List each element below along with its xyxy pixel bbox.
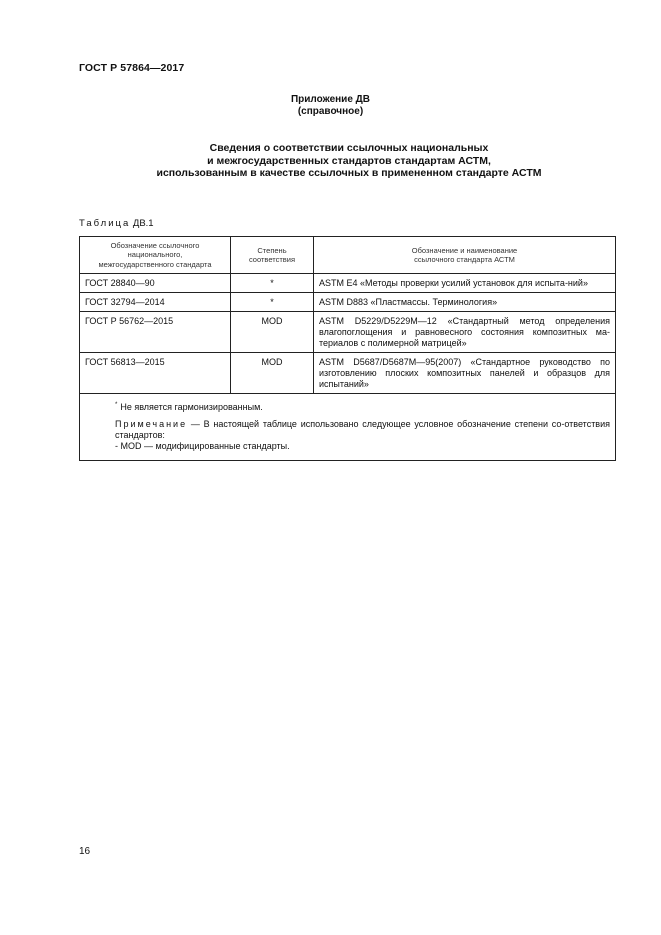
cell-standard: ГОСТ 56813—2015 [80,353,231,394]
header-line: межгосударственного стандарта [98,259,212,269]
table-notes [80,394,616,461]
header-line: национального, [127,250,183,260]
header-degree [231,237,314,274]
table-notes-row [80,394,616,461]
header-line: Степень [257,245,287,255]
header-line: ссылочного стандарта АСТМ [414,255,515,264]
cell-standard: ГОСТ 32794—2014 [80,293,231,312]
note [85,419,610,441]
cell-degree: MOD [231,353,314,394]
cell-astm: ASTM D883 «Пластмассы. Терминология» [314,293,616,312]
table-row [80,293,616,312]
cell-astm: ASTM D5687/D5687M—95(2007) «Стандартное руководство по изготовлению плоских композитных панелей и образцов для испытаний» [314,353,616,394]
title-line: и межгосударственных стандартов стандартам АСТМ, [207,154,491,167]
cell-degree: * [231,293,314,312]
header-national-standard [80,237,231,274]
note-text: — В настоящей таблице использовано следующее условное обозначение степени со-ответствия стандартов: [115,419,610,440]
footnote-mark: * [115,402,118,408]
appendix-heading [0,94,661,118]
cell-astm: ASTM D5229/D5229M—12 «Стандартный метод определения влагопоглощения и равновесного состояния композитных ма-териалов с полимерной матрицей» [314,312,616,353]
table-caption [79,218,154,229]
table-row [80,274,616,293]
cell-degree: * [231,274,314,293]
table-row [80,312,616,353]
table-header-row [80,237,616,274]
title-line: использованным в качестве ссылочных в примененном стандарте АСТМ [156,167,542,179]
section-title [79,142,619,180]
header-line: Обозначение ссылочного [110,240,200,250]
cell-astm: ASTM E4 «Методы проверки усилий установок для испыта-ний» [314,274,616,293]
title-line: Сведения о соответствии ссылочных национальных [209,142,489,154]
cell-degree: MOD [231,312,314,353]
appendix-title: Приложение ДВ [290,94,371,105]
cell-standard: ГОСТ 28840—90 [80,274,231,293]
table-caption-number: ДВ.1 [132,218,154,229]
footnote-text: Не является гармонизированным. [120,402,263,412]
header-line: соответствия [248,255,296,264]
mod-definition: - MOD — модифицированные стандарты. [115,441,290,451]
reference-standards-table [79,236,616,461]
table-caption-label: Таблица [79,218,131,229]
table-row [80,353,616,394]
appendix-subtitle: (справочное) [297,106,364,117]
header-astm-standard [314,237,616,274]
document-header: ГОСТ Р 57864—2017 [79,62,185,74]
note-label: Примечание [115,419,188,429]
header-line: Обозначение и наименование [411,245,518,255]
footnote [85,400,610,413]
cell-standard: ГОСТ Р 56762—2015 [80,312,231,353]
page-number: 16 [79,846,91,857]
